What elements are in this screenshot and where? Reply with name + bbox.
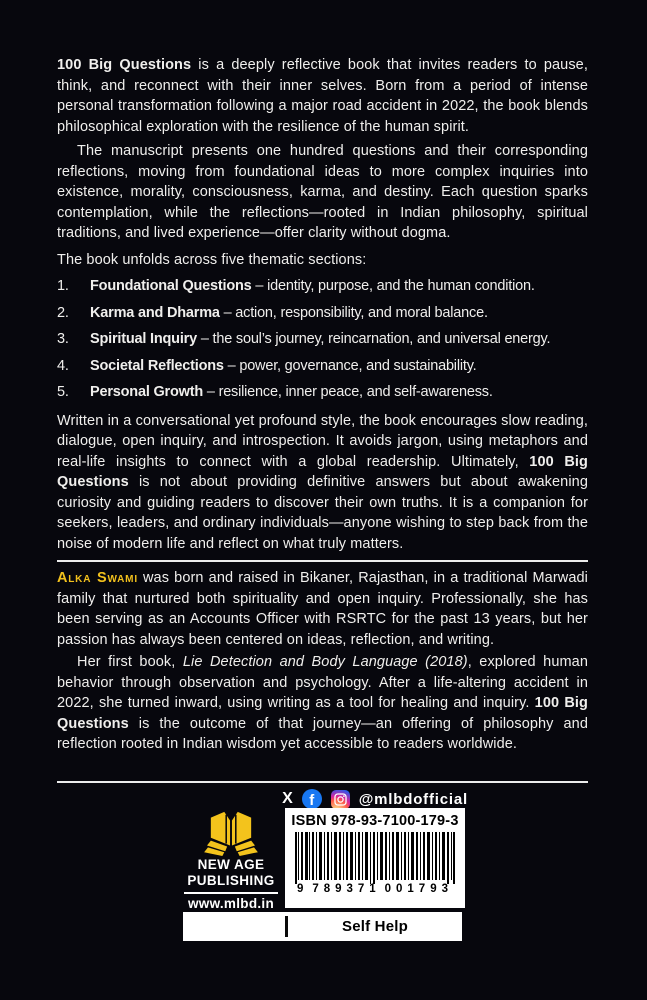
section-list-item: [57, 276, 588, 297]
section-list-item: [57, 382, 588, 403]
author-section-divider: [57, 560, 588, 562]
section-title: Societal Reflections: [90, 357, 224, 374]
publisher-name-line2: PUBLISHING: [187, 873, 275, 888]
x-twitter-icon: X: [282, 790, 293, 807]
synopsis-paragraph-1: 100 Big Questions is a deeply reflective book that invites readers to pause, think, and reconnect with their inner selves. Born from a period of intense personal transformation following a major road accident in 2022, the book blends philosophical exploration with the resilience of the human spirit.: [57, 57, 588, 135]
section-text: [90, 356, 477, 377]
category-bar: [183, 912, 462, 941]
category-label: Self Help: [342, 918, 408, 935]
barcode-digit-group: 789371: [312, 883, 381, 895]
instagram-camera-glyph: [334, 793, 347, 806]
social-handle: @mlbdofficial: [358, 790, 468, 808]
section-number: 3.: [57, 331, 69, 347]
section-number: 4.: [57, 357, 69, 374]
section-description: – power, governance, and sustainability.: [227, 357, 477, 374]
publisher-website: www.mlbd.in: [187, 896, 275, 911]
instagram-icon: [331, 790, 350, 809]
open-book-icon: [202, 809, 260, 857]
section-description: – resilience, inner peace, and self-awareness.: [206, 384, 493, 400]
section-text: [90, 382, 493, 403]
section-title: Spiritual Inquiry: [90, 331, 197, 347]
publisher-name-line1: NEW AGE: [197, 857, 265, 872]
section-number: 5.: [57, 384, 69, 400]
author-bio-paragraph-2: Her first book, Lie Detection and Body Language (2018), explored human behavior through observation and psychology. After a life-altering accident in 2022, she turned inward, using writing as a tool for healing and inquiry. 100 Big Questions is the outcome of that journey—an offering of philosophy and reflection rooted in Indian wisdom yet accessible to readers worldwide.: [57, 654, 588, 752]
barcode: [295, 832, 455, 884]
isbn-label: ISBN 978-93-7100-179-3: [291, 813, 459, 829]
section-text: [90, 276, 535, 297]
isbn-block: [285, 808, 465, 908]
synopsis-paragraph-2: The manuscript presents one hundred questions and their corresponding reflections, moving from foundational ideas to more complex inquiries into existence, morality, consciousness, karma, and destiny. Each question sparks contemplation, while the reflections—rooted in Indian philosophy, spiritual traditions, and lived experience—offer clarity without dogma.: [57, 143, 588, 241]
imprint-section: [0, 781, 647, 1000]
section-text: [90, 303, 488, 324]
section-title: Personal Growth: [90, 384, 204, 400]
sections-list: [57, 276, 588, 403]
author-bio-paragraph-1: Alka Swami was born and raised in Bikaner, Rajasthan, in a traditional Marwadi family that nurtured both spirituality and open inquiry. Professionally, she has been serving as an Accounts Officer with RSRTC for the past 13 years, but her passion has always been centered on ideas, reflection, and writing.: [57, 570, 588, 648]
section-title: Foundational Questions: [90, 278, 252, 294]
publisher-block: [178, 809, 284, 911]
section-description: – identity, purpose, and the human condition.: [255, 278, 535, 294]
section-list-item: [57, 329, 588, 350]
section-description: – action, responsibility, and moral balance.: [223, 304, 488, 321]
synopsis-and-bio: [57, 55, 588, 755]
section-description: – the soul’s journey, reincarnation, and universal energy.: [200, 331, 551, 347]
facebook-icon: [302, 789, 322, 809]
barcode-digit-group: 9: [297, 883, 309, 895]
section-list-item: [57, 303, 588, 324]
sections-intro: The book unfolds across five thematic sections:: [57, 251, 367, 268]
section-text: [90, 329, 550, 350]
section-title: Karma and Dharma: [90, 304, 220, 321]
social-row: [245, 789, 505, 809]
barcode-digit-group: 001793: [384, 883, 453, 895]
publisher-divider: [184, 892, 278, 894]
section-number: 2.: [57, 304, 69, 321]
synopsis-paragraph-3: Written in a conversational yet profound style, the book encourages slow reading, dialogue, open inquiry, and introspection. It avoids jargon, using metaphors and real-life insights to connect with a global readership. Ultimately, 100 Big Questions is not about providing definitive answers but about awakening curiosity and guiding readers to discover their own truths. It is a companion for seekers, leaders, and ordinary individuals—anyone wishing to step back from the noise of modern life and reflect on what truly matters.: [57, 412, 588, 552]
imprint-divider: [57, 781, 588, 783]
section-number: 1.: [57, 278, 69, 294]
barcode-digits: [297, 883, 453, 895]
section-list-item: [57, 356, 588, 377]
